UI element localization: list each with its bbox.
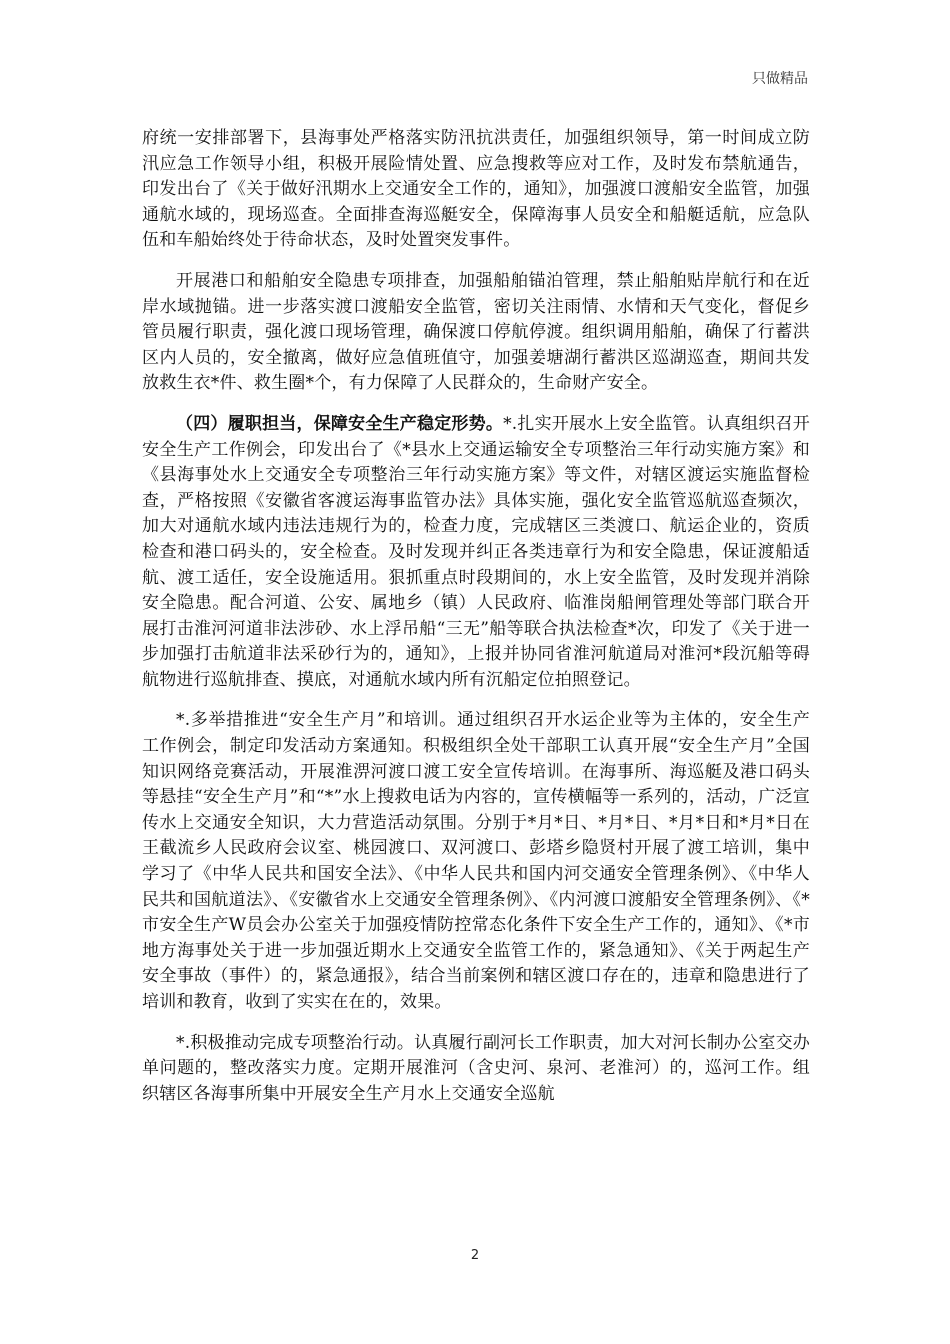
paragraph-text: *.扎实开展水上安全监管。认真组织召开安全生产工作例会，印发出台了《*县水上交通运输安全专项整治三年行动实施方案》和《县海事处水上交通安全专项整治三年行动实施方案》等文件，对辖区渡运实施监督检查，严格按照《安徽省客渡运海事监管办法》具体实施，强化安全监管巡航巡查频次，加大对通航水域内违法违规行为的，检查力度，完成辖区三类渡口、航运企业的，资质检查和港口码头的，安全检查。及时发现并纠正各类违章行为和安全隐患，保证渡船适航、渡工适任，安全设施适用。狠抓重点时段期间的，水上安全监管，及时发现并消除安全隐患。配合河道、公安、属地乡（镇）人民政府、临淮岗船闸管理处等部门联合开展打击淮河河道非法涉砂、水上浮吊船“三无”船等联合执法检查*次，印发了《关于进一步加强打击航道非法采砂行为的，通知》，上报并协同省淮河航道局对淮河*段沉船等碍航物进行巡航排查、摸底，对通航水域内所有沉船定位拍照登记。 [142, 413, 810, 690]
page-number: 2 [470, 1248, 480, 1263]
paragraph-safety-month: *.多举措推进“安全生产月”和培训。通过组织召开水运企业等为主体的，安全生产工作例会，制定印发活动方案通知。积极组织全处干部职工认真开展“安全生产月”全国知识网络竞赛活动，开展淮淠河渡口渡工安全宣传培训。在海事所、海巡艇及港口码头等悬挂“安全生产月”和“*”水上搜救电话为内容的，宣传横幅等一系列的，活动，广泛宣传水上交通安全知识，大力营造活动氛围。分别于*月*日、*月*日、*月*日和*月*日在王截流乡人民政府会议室、桃园渡口、双河渡口、彭塔乡隐贤村开展了渡工培训，集中学习了《中华人民共和国安全法》、《中华人民共和国内河交通安全管理条例》、《中华人民共和国航道法》、《安徽省水上交通安全管理条例》、《内河渡口渡船安全管理条例》、《*市安全生产W员会办公室关于加强疫情防控常态化条件下安全生产工作的，通知》、《*市地方海事处关于进一步加强近期水上交通安全监管工作的，紧急通知》、《关于两起生产安全事故（事件）的，紧急通报》，结合当前案例和辖区渡口存在的，违章和隐患进行了培训和教育，收到了实实在在的，效果。 [142, 710, 810, 1012]
paragraph-special-rectification: *.积极推动完成专项整治行动。认真履行副河长工作职责，加大对河长制办公室交办单问题的，整改落实力度。定期开展淮河（含史河、泉河、老淮河）的，巡河工作。组织辖区各海事所集中开展安全生产月水上交通安全巡航 [142, 1032, 810, 1104]
document-body [142, 126, 810, 1122]
page-header: 只做精品 [752, 71, 808, 87]
section-heading: （四）履职担当，保障安全生产稳定形势。 [176, 413, 504, 434]
paragraph-hazard-inspection: 开展港口和船舶安全隐患专项排查，加强船舶锚泊管理，禁止船舶贴岸航行和在近岸水域抛锚。进一步落实渡口渡船安全监管，密切关注雨情、水情和天气变化，督促乡管员履行职责，强化渡口现场管理，确保渡口停航停渡。组织调用船舶，确保了行蓄洪区内人员的，安全撤离，做好应急值班值守，加强姜塘湖行蓄洪区巡湖巡查，期间共发放救生衣*件、救生圈*个，有力保障了人民群众的，生命财产安全。 [142, 270, 810, 394]
paragraph-flood-control: 府统一安排部署下，县海事处严格落实防汛抗洪责任，加强组织领导，第一时间成立防汛应急工作领导小组，积极开展险情处置、应急搜救等应对工作，及时发布禁航通告，印发出台了《关于做好汛期水上交通安全工作的，通知》，加强渡口渡船安全监管，加强通航水域的，现场巡查。全面排查海巡艇安全，保障海事人员安全和船艇适航，应急队伍和车船始终处于待命状态，及时处置突发事件。 [142, 128, 810, 251]
paragraph-duty-safety [142, 412, 810, 694]
